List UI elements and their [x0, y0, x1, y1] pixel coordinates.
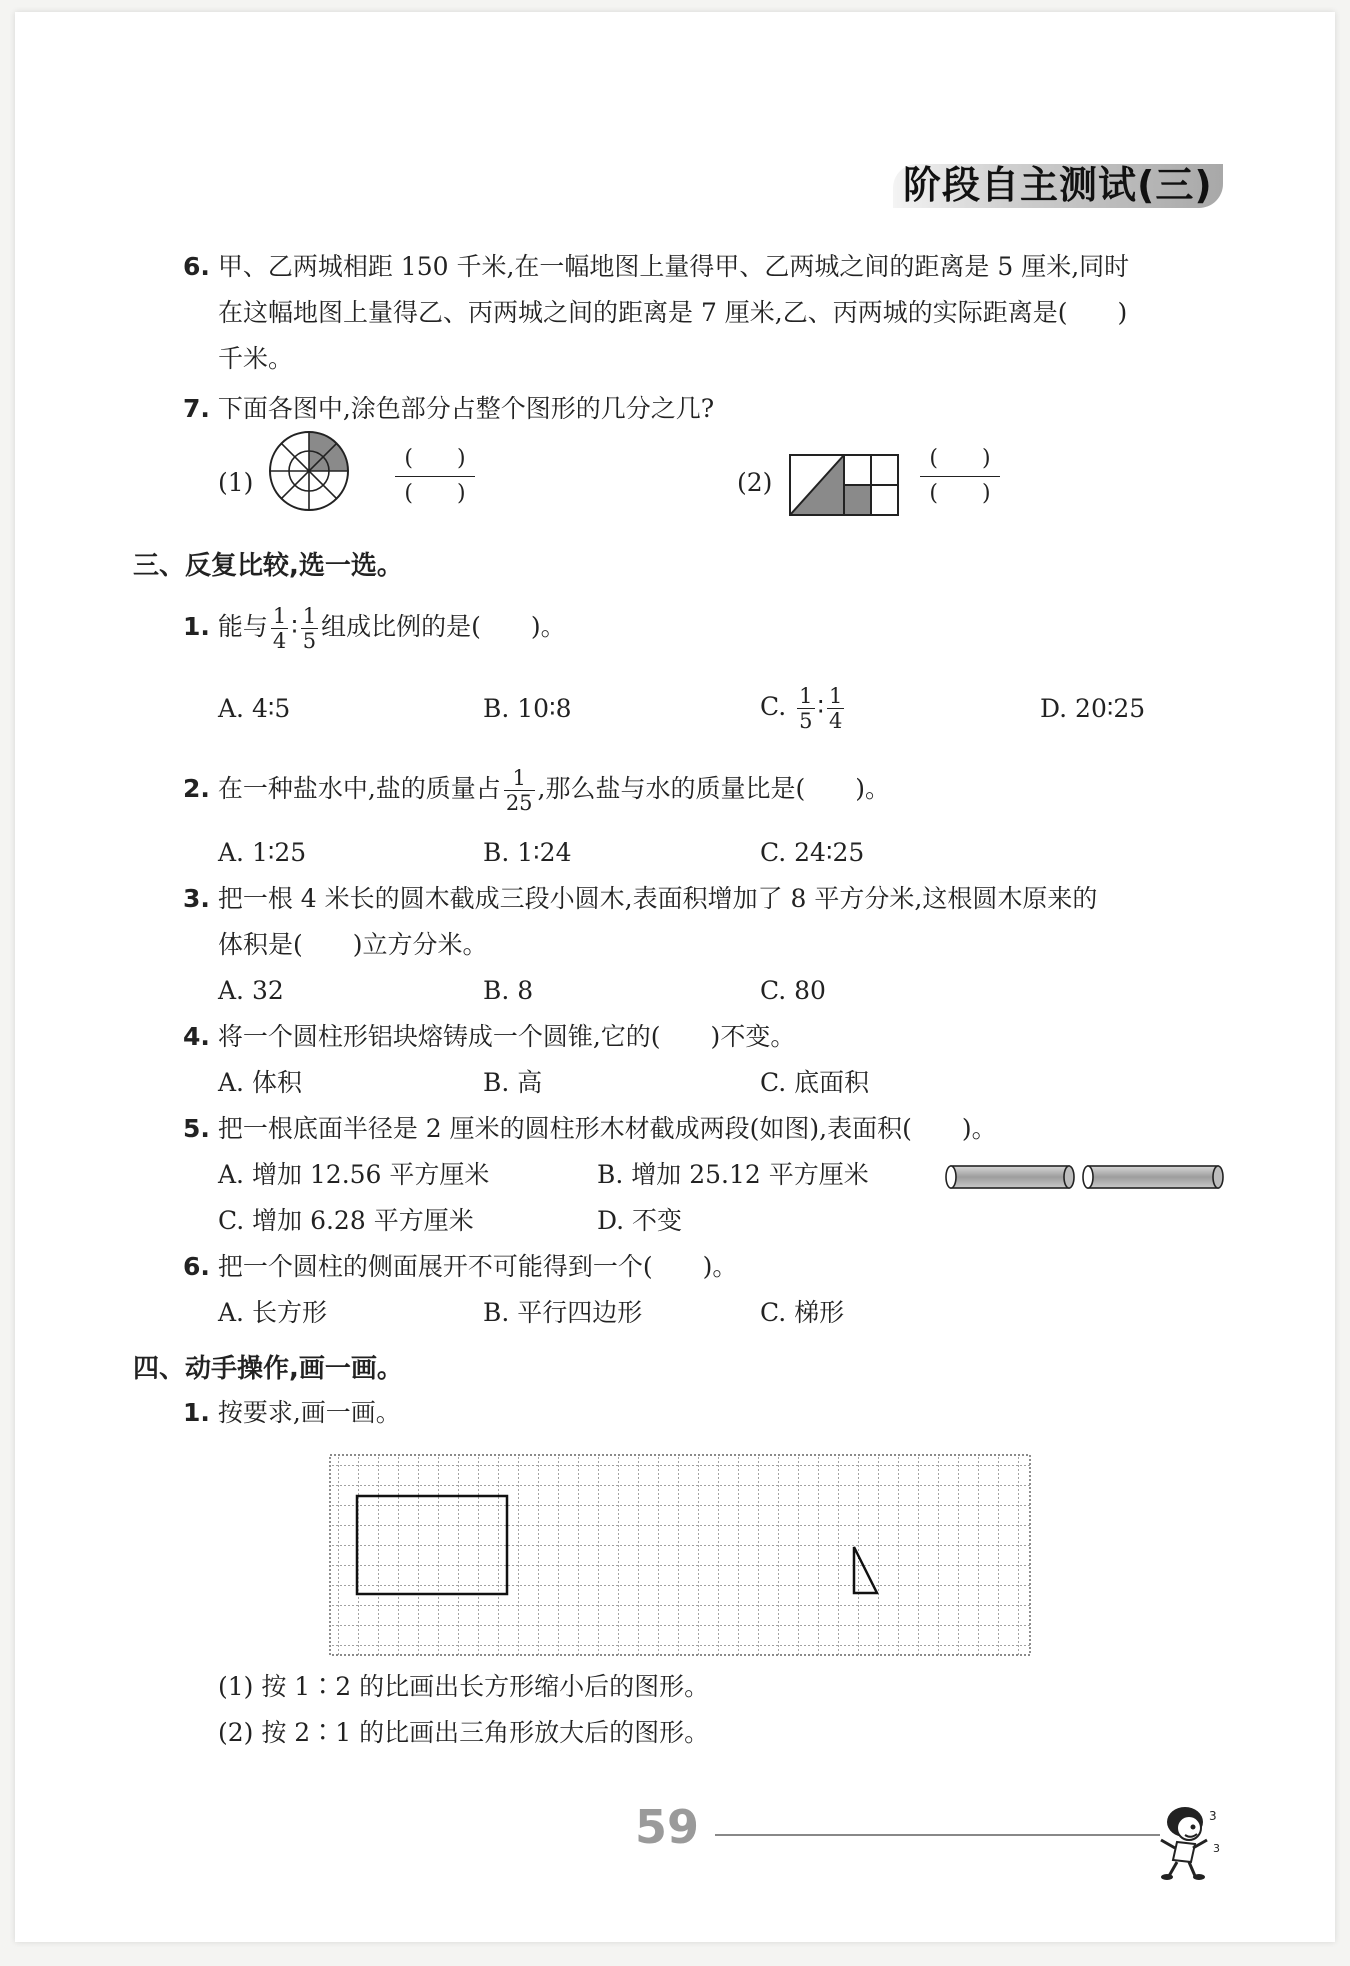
shaded-rectangle-figure: [788, 453, 900, 517]
option-a[interactable]: A. 4∶5: [218, 694, 291, 723]
q6-fill-line-3: 千米。: [218, 344, 294, 373]
fraction-one-quarter: $\frac{1}{4}$: [829, 684, 843, 733]
p3-q6-stem: [183, 1250, 737, 1284]
option-a[interactable]: A. 增加 12.56 平方厘米: [218, 1160, 490, 1189]
q7-fill: [183, 392, 714, 426]
svg-text:3: 3: [1213, 1842, 1220, 1855]
option-a[interactable]: A. 长方形: [218, 1298, 327, 1327]
p4-q1-sub1: (1) 按 1∶2 的比画出长方形缩小后的图形。: [218, 1672, 710, 1701]
option-d[interactable]: D. 不变: [597, 1206, 683, 1235]
question-number: 7.: [183, 394, 210, 423]
ratio-colon: ∶: [291, 612, 298, 641]
option-b[interactable]: B. 平行四边形: [483, 1298, 643, 1327]
question-text: 把一根底面半径是 2 厘米的圆柱形木材截成两段(如图),表面积( )。: [217, 1114, 997, 1143]
mascot-icon: [1155, 1800, 1225, 1882]
option-c[interactable]: C. 24∶25: [760, 838, 865, 867]
question-suffix: 组成比例的是( )。: [321, 612, 566, 641]
section-title-banner: [885, 152, 1225, 214]
option-a[interactable]: A. 32: [218, 976, 284, 1005]
question-number: 3.: [183, 884, 210, 913]
question-number: 1.: [183, 1398, 210, 1427]
denominator-blank[interactable]: ( ): [929, 481, 991, 506]
option-a[interactable]: A. 1∶25: [218, 838, 307, 867]
question-text: 将一个圆柱形铝块熔铸成一个圆锥,它的( )不变。: [217, 1022, 796, 1051]
p3-q1-stem: [183, 602, 566, 653]
option-c[interactable]: C. 梯形: [760, 1298, 845, 1327]
answer-fraction-blank-2[interactable]: [920, 444, 1000, 509]
option-c[interactable]: [760, 682, 847, 733]
p3-q5-stem: [183, 1112, 997, 1146]
fraction-one-twentyfifth: $\frac{1}{25}$: [505, 766, 533, 815]
question-number: 1.: [183, 612, 210, 641]
question-number: 2.: [183, 774, 210, 803]
option-b[interactable]: B. 8: [483, 976, 534, 1005]
numerator-blank[interactable]: ( ): [404, 446, 466, 471]
q6-fill-line-1: [183, 250, 1129, 284]
answer-fraction-blank-1[interactable]: [395, 444, 475, 509]
p3-q2-stem: [183, 764, 890, 815]
p4-q1-stem: [183, 1396, 401, 1430]
option-b[interactable]: B. 增加 25.12 平方厘米: [597, 1160, 869, 1189]
question-text: 下面各图中,涂色部分占整个图形的几分之几?: [217, 394, 715, 423]
p3-q4-stem: [183, 1020, 795, 1054]
p4-q1-sub2: (2) 按 2∶1 的比画出三角形放大后的图形。: [218, 1718, 710, 1747]
p3-q3-stem-line-1: [183, 882, 1097, 916]
option-c[interactable]: C. 底面积: [760, 1068, 870, 1097]
option-c[interactable]: C. 80: [760, 976, 826, 1005]
fraction-bar: [920, 476, 1000, 477]
option-b[interactable]: B. 10∶8: [483, 694, 572, 723]
svg-text:3: 3: [1209, 1809, 1217, 1823]
question-text: 把一根 4 米长的圆木截成三段小圆木,表面积增加了 8 平方分米,这根圆木原来的: [217, 884, 1098, 913]
option-b[interactable]: B. 高: [483, 1068, 543, 1097]
page-number: 59: [635, 1800, 700, 1854]
fraction-one-fifth: $\frac{1}{5}$: [799, 684, 813, 733]
question-number: 5.: [183, 1114, 210, 1143]
question-prefix: 能与: [217, 612, 268, 641]
ratio-colon: ∶: [817, 692, 825, 721]
footer-rule: [715, 1834, 1160, 1836]
question-number: 6.: [183, 1252, 210, 1281]
option-label: C.: [760, 692, 787, 721]
question-text: 把一个圆柱的侧面展开不可能得到一个( )。: [217, 1252, 738, 1281]
question-prefix: 在一种盐水中,盐的质量占: [217, 774, 501, 803]
question-text: 按要求,画一画。: [217, 1398, 401, 1427]
shaded-circle-figure: [268, 430, 350, 512]
fraction-one-quarter: $\frac{1}{4}$: [272, 604, 287, 653]
question-number: 4.: [183, 1022, 210, 1051]
drawing-grid[interactable]: [318, 1445, 1048, 1665]
option-b[interactable]: B. 1∶24: [483, 838, 572, 867]
figure-2-label: (2): [737, 468, 773, 497]
question-suffix: ,那么盐与水的质量比是( )。: [537, 774, 891, 803]
fraction-one-fifth: $\frac{1}{5}$: [302, 604, 317, 653]
fraction-bar: [395, 476, 475, 477]
q6-fill-line-2: 在这幅地图上量得乙、丙两城之间的距离是 7 厘米,乙、丙两城的实际距离是( ): [218, 298, 1128, 327]
question-text: 甲、乙两城相距 150 千米,在一幅地图上量得甲、乙两城之间的距离是 5 厘米,同时: [217, 252, 1130, 281]
workbook-page: [15, 12, 1335, 1942]
cut-cylinders-figure: [945, 1162, 1230, 1192]
p3-q3-stem-line-2: 体积是( )立方分米。: [218, 930, 488, 959]
figure-1-label: (1): [218, 468, 254, 497]
question-number: 6.: [183, 252, 210, 281]
section-heading-4: 四、动手操作,画一画。: [133, 1354, 403, 1384]
denominator-blank[interactable]: ( ): [404, 481, 466, 506]
option-a[interactable]: A. 体积: [218, 1068, 302, 1097]
page-title: 阶段自主测试(三): [903, 163, 1213, 207]
section-heading-3: 三、反复比较,选一选。: [133, 551, 403, 581]
option-c[interactable]: C. 增加 6.28 平方厘米: [218, 1206, 474, 1235]
numerator-blank[interactable]: ( ): [929, 446, 991, 471]
option-d[interactable]: D. 20∶25: [1040, 694, 1146, 723]
